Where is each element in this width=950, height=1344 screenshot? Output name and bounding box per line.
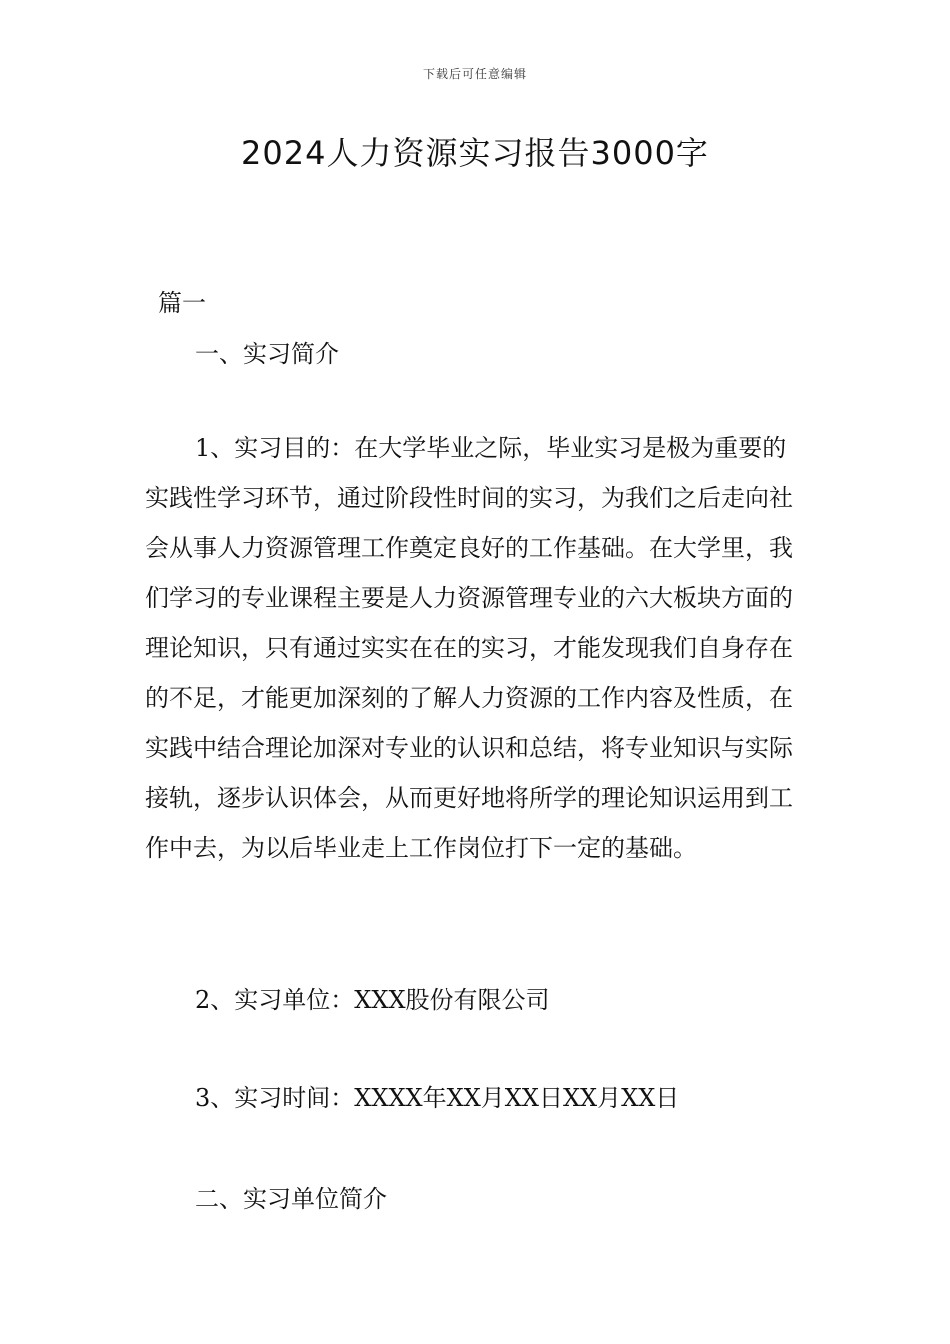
document-title: 2024人力资源实习报告3000字 bbox=[241, 134, 709, 172]
section-label: 篇一 bbox=[158, 289, 206, 317]
heading-company-intro: 二、实习单位简介 bbox=[195, 1185, 387, 1213]
item-internship-time: 3、实习时间：XXXX年XX月XX日XX月XX日 bbox=[195, 1084, 680, 1112]
header-note: 下载后可任意编辑 bbox=[422, 67, 527, 81]
paragraph-internship-purpose: 1、实习目的：在大学毕业之际，毕业实习是极为重要的实践性学习环节，通过阶段性时间的实习，为我们之后走向社会从事人力资源管理工作奠定良好的工作基础。在大学里，我们学习的专业课程主要是人力资源管理专业的六大板块方面的理论知识，只有通过实实在在的实习，才能发现我们自身存在的不足，才能更加深刻的了解人力资源的工作内容及性质，在实践中结合理论加深对专业的认识和总结，将专业知识与实际接轨，逐步认识体会，从而更好地将所学的理论知识运用到工作中去，为以后毕业走上工作岗位打下一定的基础。 bbox=[145, 434, 793, 862]
heading-internship-intro: 一、实习简介 bbox=[195, 340, 339, 368]
item-internship-company: 2、实习单位：XXX股份有限公司 bbox=[195, 986, 550, 1014]
